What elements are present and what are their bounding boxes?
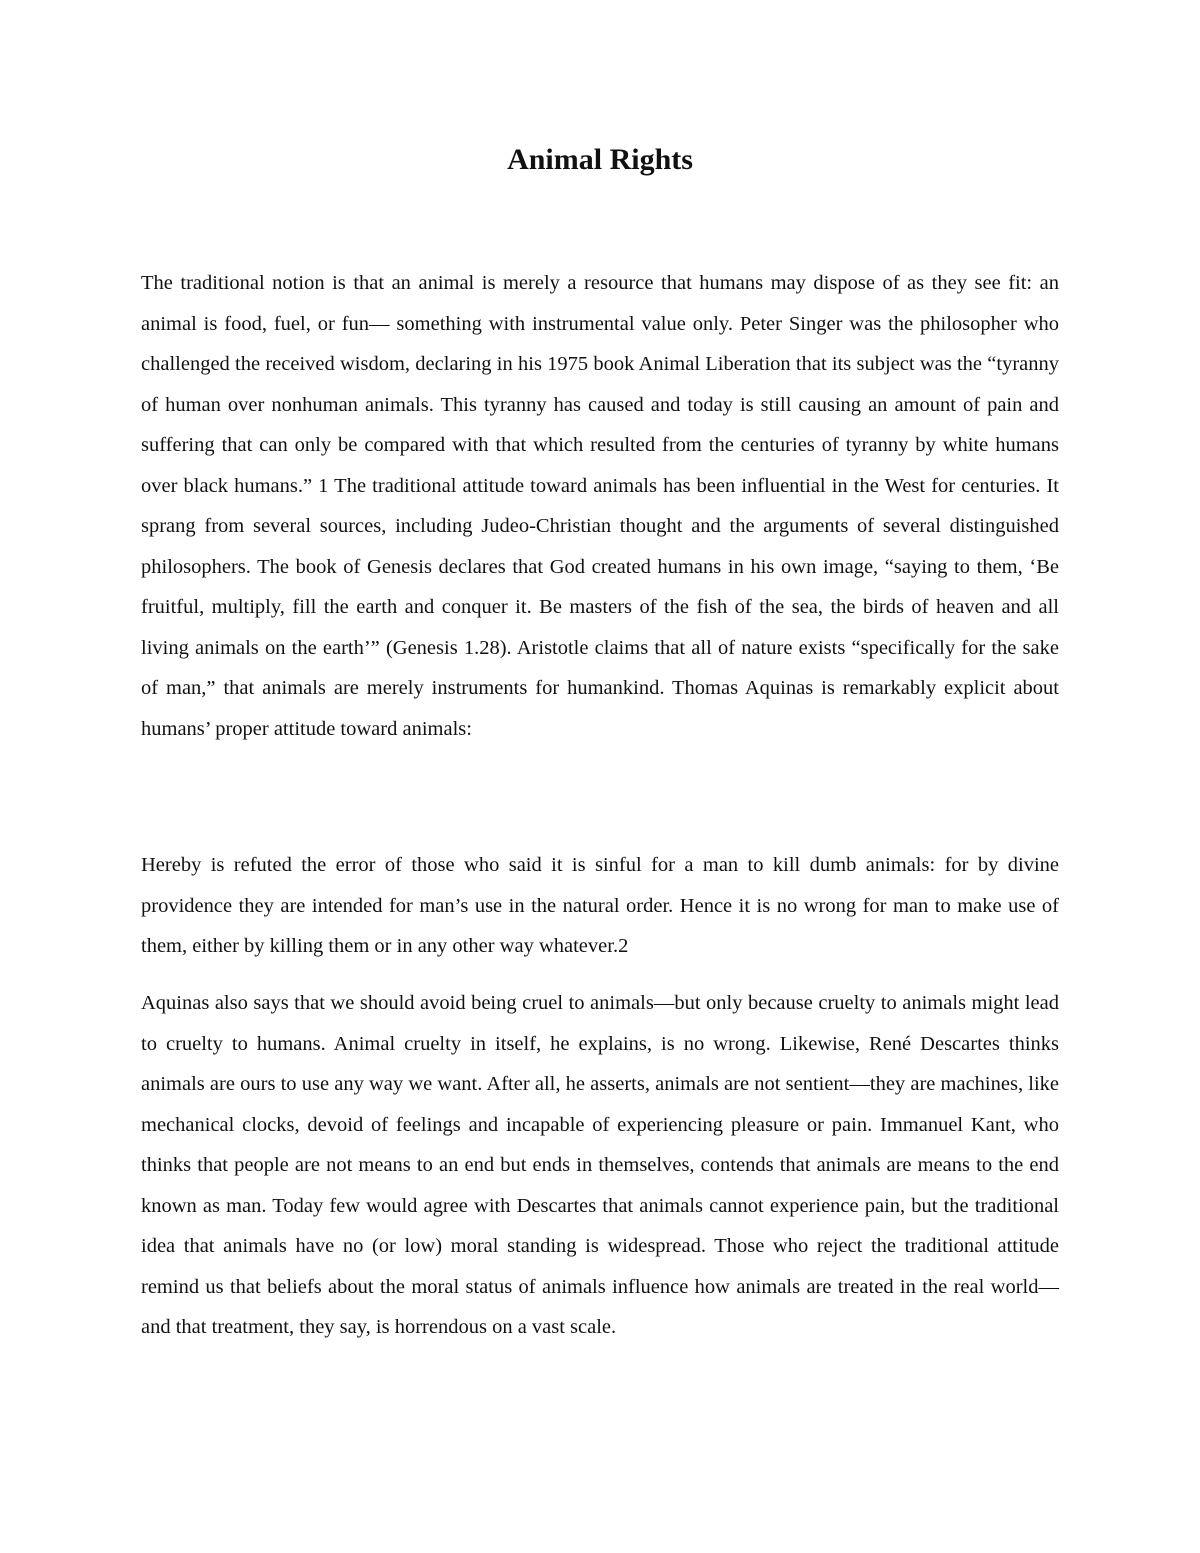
document-title: Animal Rights [507,143,693,176]
paragraph-intro: The traditional notion is that an animal is merely a resource that humans may dispose of as they see fit: an animal is food, fuel, or fun— something with instrumental value only. Peter Singer was the philosopher who challenged the received wisdom, declaring in his 1975 book Animal Liberation that its subject was the “tyranny of human over nonhuman animals. This tyranny has caused and today is still causing an amount of pain and suffering that can only be compared with that which resulted from the centuries of tyranny by white humans over black humans.” 1 The traditional attitude toward animals has been influential in the West for centuries. It sprang from several sources, including Judeo-Christian thought and the arguments of several distinguished philosophers. The book of Genesis declares that God created humans in his own image, “saying to them, ‘Be fruitful, multiply, fill the earth and conquer it. Be masters of the fish of the sea, the birds of heaven and all living animals on the earth’” (Genesis 1.28). Aristotle claims that all of nature exists “specifically for the sake of man,” that animals are merely instruments for humankind. Thomas Aquinas is remarkably explicit about humans’ proper attitude toward animals: [141,272,1059,740]
paragraph-traditional-views: Aquinas also says that we should avoid being cruel to animals—but only because cruelty to animals might lead to cruelty to humans. Animal cruelty in itself, he explains, is no wrong. Likewise, René Descartes thinks animals are ours to use any way we want. After all, he asserts, animals are not sentient—they are machines, like mechanical clocks, devoid of feelings and incapable of experiencing pleasure or pain. Immanuel Kant, who thinks that people are not means to an end but ends in themselves, contends that animals are means to the end known as man. Today few would agree with Descartes that animals cannot experience pain, but the traditional idea that animals have no (or low) moral standing is widespread. Those who reject the traditional attitude remind us that beliefs about the moral status of animals influence how animals are treated in the real world—and that treatment, they say, is horrendous on a vast scale. [141,992,1059,1338]
paragraph-aquinas-quote: Hereby is refuted the error of those who said it is sinful for a man to kill dumb animals: for by divine providence they are intended for man’s use in the natural order. Hence it is no wrong for man to make use of them, either by killing them or in any other way whatever.2 [141,854,1059,957]
